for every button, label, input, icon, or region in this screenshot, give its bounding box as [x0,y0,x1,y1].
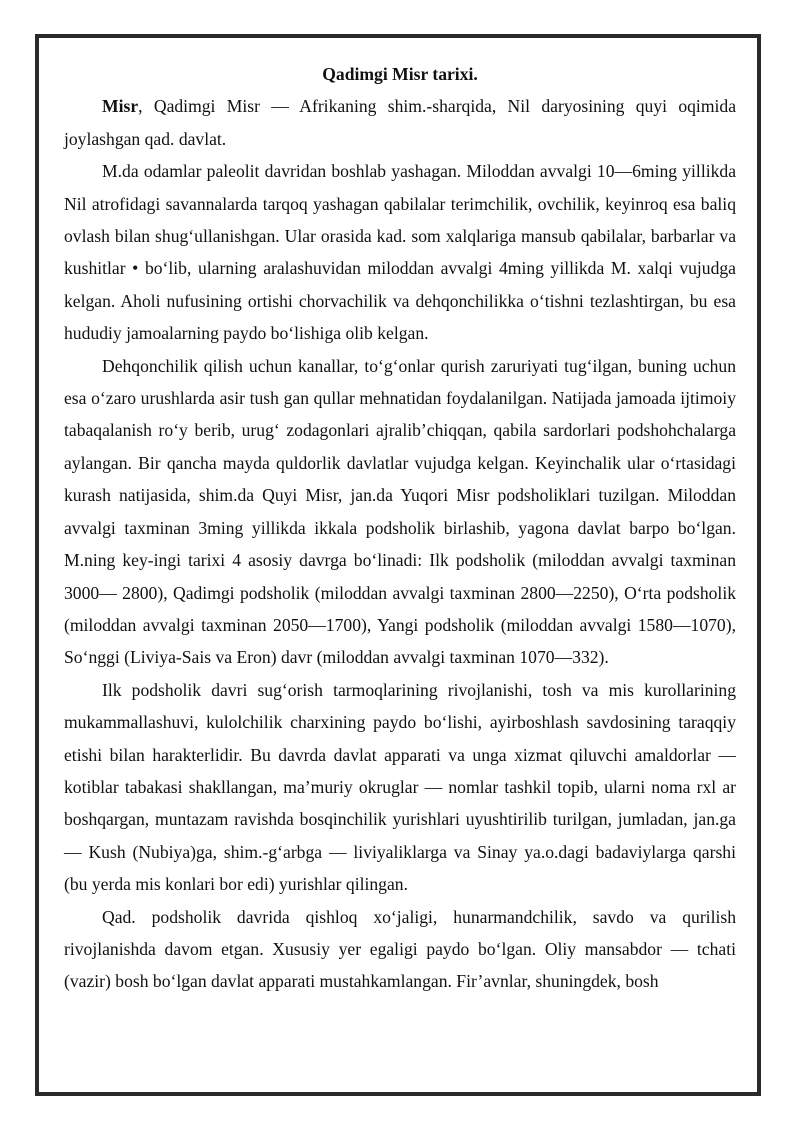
paragraph-state-formation: Dehqonchilik qilish uchun kanallar, to‘g‘onlar qurish zaruriyati tug‘ilgan, buning uchun esa o‘zaro urushlarda asir tush gan qullar mehnatidan foydalanilgan. Natijada jamoada ijtimoiy tabaqalanish ro‘y berib, urug‘ zodagonlari ajralib’chiqqan, qabila sardorlari podshohchalarga aylangan. Bir qancha mayda quldorlik davlatlar vujudga kelgan. Keyinchalik ular o‘rtasidagi kurash natijasida, shim.da Quyi Misr, jan.da Yuqori Misr podsholiklari tuzilgan. Miloddan avvalgi taxminan 3ming yillikda ikkala podsholik birlashib, yagona davlat barpo bo‘lgan. M.ning key-ingi tarixi 4 asosiy davrga bo‘linadi: Ilk podsholik (miloddan avvalgi taxminan 3000— 2800), Qadimgi podsholik (miloddan avvalgi taxminan 2800—2250), O‘rta podsholik (miloddan avvalgi taxminan 2050—1700), Yangi podsholik (miloddan avvalgi 1580—1070), So‘nggi (Liviya-Sais va Eron) davr (miloddan avvalgi taxminan 1070—332). [64,355,736,668]
paragraph-origins: M.da odamlar paleolit davridan boshlab yashagan. Miloddan avvalgi 10—6ming yillikda Nil atrofidagi savannalarda tarqoq yashagan qabilalar terimchilik, ovchilik, keyinroq esa baliq ovlash bilan shug‘ullanishgan. Ular orasida kad. som xalqlariga mansub qabilalar, barbarlar va kushitlar • bo‘lib, ularning aralashuvidan miloddan avvalgi 4ming yillikda M. xalqi vujudga kelgan. Aholi nufusining ortishi chorvachilik va dehqonchilikka o‘tishni tezlashtirgan, bu esa hududiy jamoalarning paydo bo‘lishiga olib kelgan. [64,161,736,344]
document-title: Qadimgi Misr tarixi. [322,64,478,84]
intro-paragraph [64,90,736,155]
intro-text: , Qadimgi Misr — Afrikaning shim.-sharqida, Nil daryosining quyi oqimida joylashgan qad. davlat. [64,96,736,149]
intro-lead-term: Misr [102,96,139,117]
paragraph-old-kingdom: Qad. podsholik davrida qishloq xo‘jaligi, hunarmandchilik, savdo va qurilish rivojlanishda davom etgan. Xususiy yer egaligi paydo bo‘lgan. Oliy mansabdor — tchati (vazir) bosh bo‘lgan davlat apparati mustahkamlangan. Fir’avnlar, shuningdek, bosh [64,906,736,992]
paragraph-early-kingdom: Ilk podsholik davri sug‘orish tarmoqlarining rivojlanishi, tosh va mis kurollarining mukammallashuvi, kulolchilik charxining paydo bo‘lishi, ayirboshlash savdosining taraqqiy etishi bilan harakterlidir. Bu davrda davlat apparati va unga xizmat qiluvchi amaldorlar — kotiblar tabakasi shakllangan, ma’muriy okruglar — nomlar tashkil topib, ularni noma rxl ar boshqargan, muntazam ravishda bosqinchilik yurishlari uyushtirilib turilgan, jumladan, jan.ga — Kush (Nubiya)ga, shim.-g‘arbga — liviyaliklarga va Sinay ya.o.dagi badaviylarga qarshi (bu yerda mis konlari bor edi) yurishlar qilingan. [64,679,736,895]
document-body [64,58,736,998]
